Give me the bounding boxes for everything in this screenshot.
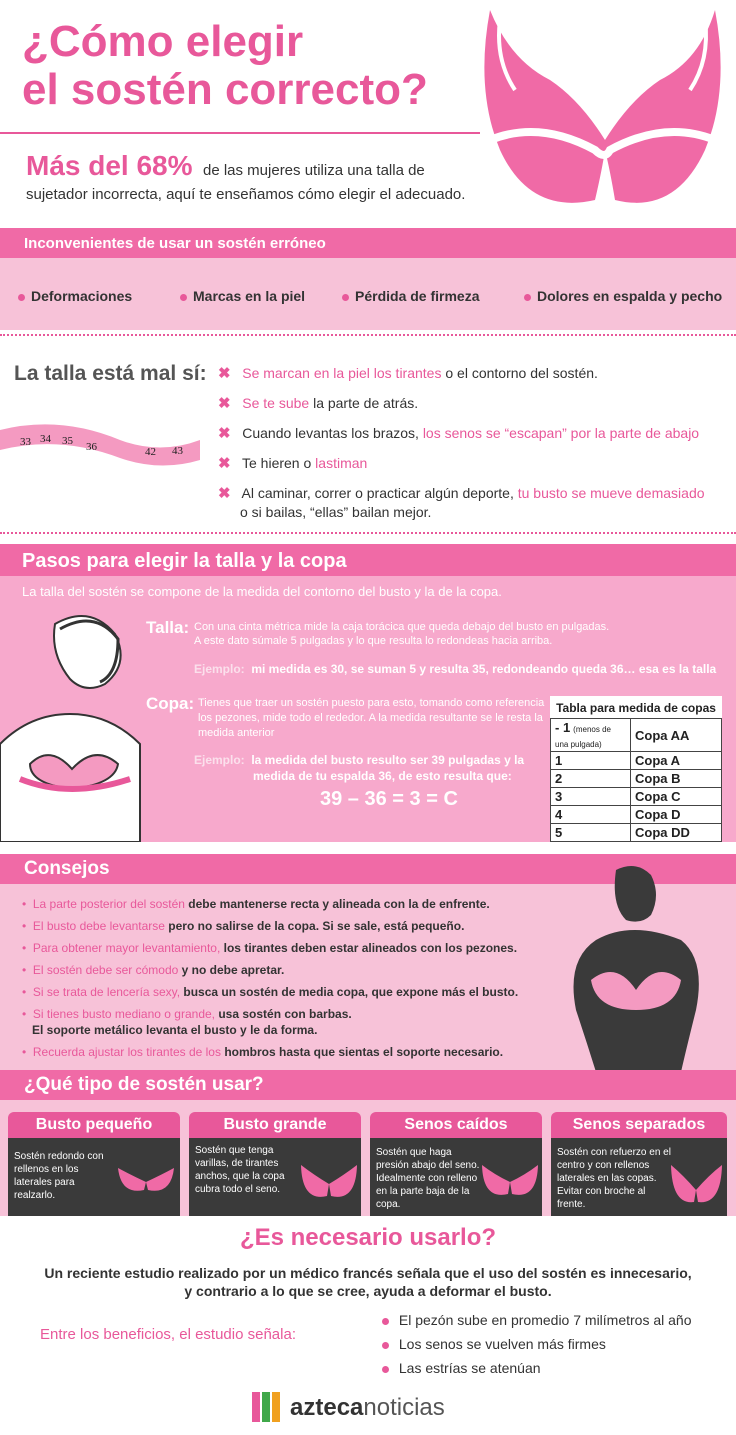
table-cell-n: 1 xyxy=(551,752,631,770)
copa-text: Tienes que traer un sostén puesto para esto, tomando como referencia los pezones, mide todo el rededor. A la medida resultante se le resta la medida anterior xyxy=(198,697,545,739)
list-item: ✖ Se te sube la parte de atrás. xyxy=(218,395,419,412)
card-title: Busto grande xyxy=(189,1112,361,1138)
table-cell-copa: Copa D xyxy=(631,806,722,824)
formula: 39 – 36 = 3 = C xyxy=(320,788,458,810)
bra-icon xyxy=(669,1160,724,1215)
table-cell-copa: Copa AA xyxy=(631,719,722,752)
table-cell-note: (menos de una pulgada) xyxy=(555,725,611,749)
talla-label: Talla: xyxy=(146,618,190,637)
talla-mal-list xyxy=(218,364,728,521)
copa-example: Ejemplo: la medida del busto resulto ser 39 pulgadas y la medida de tu espalda 36, de esto resulta que: xyxy=(194,753,525,783)
tape-number: 35 xyxy=(62,435,73,447)
bra-icon xyxy=(299,1160,359,1205)
bra-illustration xyxy=(470,0,736,230)
list-item: ✖ Cuando levantas los brazos, los senos se “escapan” por la parte de abajo xyxy=(218,425,700,442)
copas-table-grid xyxy=(550,718,722,842)
header-divider xyxy=(0,132,480,134)
card-text: Sostén que haga presión abajo del seno. Idealmente con relleno en la parte baja de la copa. xyxy=(376,1147,480,1210)
table-cell-copa: Copa A xyxy=(631,752,722,770)
card-busto-pequeno xyxy=(8,1112,180,1222)
inconvenientes-band xyxy=(0,228,736,258)
list-item: • Para obtener mayor levantamiento, los tirantes deben estar alineados con los pezones. xyxy=(22,941,518,955)
list-item: El pezón sube en promedio 7 milímetros al año xyxy=(382,1312,692,1328)
measuring-tape-icon xyxy=(0,410,200,470)
tape-number: 36 xyxy=(86,441,97,453)
table-row xyxy=(551,719,722,752)
table-cell-copa: Copa C xyxy=(631,788,722,806)
list-item: Pérdida de firmeza xyxy=(342,288,480,304)
list-item-cont: El soporte metálico levanta el busto y le da forma. xyxy=(32,1023,318,1037)
tape-number: 34 xyxy=(40,433,51,445)
card-title: Busto pequeño xyxy=(8,1112,180,1138)
table-cell-copa: Copa DD xyxy=(631,824,722,842)
inconvenientes-title: Inconvenientes de usar un sostén erróneo xyxy=(24,235,326,252)
table-cell-copa: Copa B xyxy=(631,770,722,788)
table-cell-n: - 1 (menos de una pulgada) xyxy=(551,719,631,752)
card-body xyxy=(8,1138,180,1222)
list-item-cont: o si bailas, “ellas” bailan mejor. xyxy=(240,504,432,520)
copas-table xyxy=(550,696,722,842)
card-senos-caidos xyxy=(370,1112,542,1222)
table-row xyxy=(551,770,722,788)
list-item: Las estrías se atenúan xyxy=(382,1360,692,1376)
card-title: Senos separados xyxy=(551,1112,727,1138)
list-item: ✖ Te hieren o lastiman xyxy=(218,455,368,472)
woman-silhouette-illustration xyxy=(556,860,736,1072)
talla-mal-title: La talla está mal sí: xyxy=(14,362,207,385)
tape-number: 43 xyxy=(172,445,183,457)
tipos-band xyxy=(0,1070,736,1100)
stat-text: de las mujeres utiliza una talla de xyxy=(202,162,425,179)
card-text: Sostén con refuerzo en el centro y con rellenos laterales en las copas. Evitar con broche al frente. xyxy=(557,1147,671,1210)
talla-text: Con una cinta métrica mide la caja torácica que queda debajo del busto en pulgadas. A este dato súmale 5 pulgadas y lo que resulta lo redondeas hacia arriba. xyxy=(194,621,610,647)
list-item: • Si se trata de lencería sexy, busca un sostén de media copa, que expone más el busto. xyxy=(22,985,519,999)
card-title: Senos caídos xyxy=(370,1112,542,1138)
talla-example: Ejemplo: mi medida es 30, se suman 5 y resulta 35, redondeando queda 36… esa es la talla xyxy=(194,662,717,676)
table-row xyxy=(551,806,722,824)
list-item: • La parte posterior del sostén debe mantenerse recta y alineada con la de enfrente. xyxy=(22,897,490,911)
card-body xyxy=(551,1138,727,1222)
divider xyxy=(0,334,736,336)
stat-big: Más del 68% xyxy=(26,150,193,181)
beneficios-list xyxy=(382,1312,692,1376)
consejos-title: Consejos xyxy=(24,858,110,879)
stat-line2: sujetador incorrecta, aquí te enseñamos cómo elegir el adecuado. xyxy=(26,186,466,203)
list-item: • El sostén debe ser cómodo y no debe apretar. xyxy=(22,963,285,977)
tape-number: 33 xyxy=(20,436,31,448)
necesario-text: Un reciente estudio realizado por un médico francés señala que el uso del sostén es innecesario, y contrario a lo que se cree, ayuda a deformar el busto. xyxy=(44,1265,692,1299)
card-text: Sostén que tenga varillas, de tirantes anchos, que la copa cubra todo el seno. xyxy=(195,1145,285,1195)
table-row xyxy=(551,824,722,842)
list-item: • Si tienes busto mediano o grande, usa sostén con barbas. xyxy=(22,1007,352,1021)
bra-icon xyxy=(480,1160,540,1205)
card-text: Sostén redondo con rellenos en los laterales para realzarlo. xyxy=(14,1151,104,1201)
card-busto-grande xyxy=(189,1112,361,1222)
table-title: Tabla para medida de copas xyxy=(556,701,716,715)
list-item: • Recuerda ajustar los tirantes de los hombros hasta que sientas el soporte necesario. xyxy=(22,1045,504,1059)
pasos-subtitle: La talla del sostén se compone de la medida del contorno del busto y la de la copa. xyxy=(22,584,502,599)
divider xyxy=(0,532,736,534)
bra-icon xyxy=(116,1160,176,1200)
tape-number: 42 xyxy=(145,446,156,458)
table-row xyxy=(551,752,722,770)
table-cell-n: 2 xyxy=(551,770,631,788)
pasos-section xyxy=(0,544,736,842)
brand-wordmark: aztecanoticias xyxy=(290,1394,445,1421)
list-item: • El busto debe levantarse pero no salirse de la copa. Si se sale, está pequeño. xyxy=(22,919,465,933)
page-title: ¿Cómo elegir el sostén correcto? xyxy=(22,17,428,114)
table-cell-n: 5 xyxy=(551,824,631,842)
list-item: ✖ Se marcan en la piel los tirantes o el contorno del sostén. xyxy=(218,365,598,382)
azteca-logo-icon xyxy=(250,1390,286,1424)
card-body xyxy=(189,1138,361,1222)
beneficios-label: Entre los beneficios, el estudio señala: xyxy=(40,1326,296,1343)
list-item: Marcas en la piel xyxy=(180,288,305,304)
table-cell-n: 4 xyxy=(551,806,631,824)
table-cell-n: 3 xyxy=(551,788,631,806)
list-item: Los senos se vuelven más firmes xyxy=(382,1336,692,1352)
list-item: ✖ Al caminar, correr o practicar algún deporte, tu busto se mueve demasiado xyxy=(218,485,705,502)
necesario-title: ¿Es necesario usarlo? xyxy=(239,1224,497,1251)
copa-label: Copa: xyxy=(146,694,195,713)
consejos-list xyxy=(22,896,518,1060)
woman-measuring-illustration xyxy=(0,604,150,842)
necesario-section xyxy=(0,1216,736,1435)
stat-block xyxy=(26,150,486,182)
tipos-title: ¿Qué tipo de sostén usar? xyxy=(24,1074,264,1095)
inconvenientes-list xyxy=(0,258,736,330)
card-senos-separados xyxy=(551,1112,727,1222)
table-row xyxy=(551,788,722,806)
list-item: Deformaciones xyxy=(18,288,132,304)
card-body xyxy=(370,1138,542,1222)
pasos-body xyxy=(0,576,736,842)
list-item: Dolores en espalda y pecho xyxy=(524,288,722,304)
pasos-title: Pasos para elegir la talla y la copa xyxy=(22,550,347,572)
